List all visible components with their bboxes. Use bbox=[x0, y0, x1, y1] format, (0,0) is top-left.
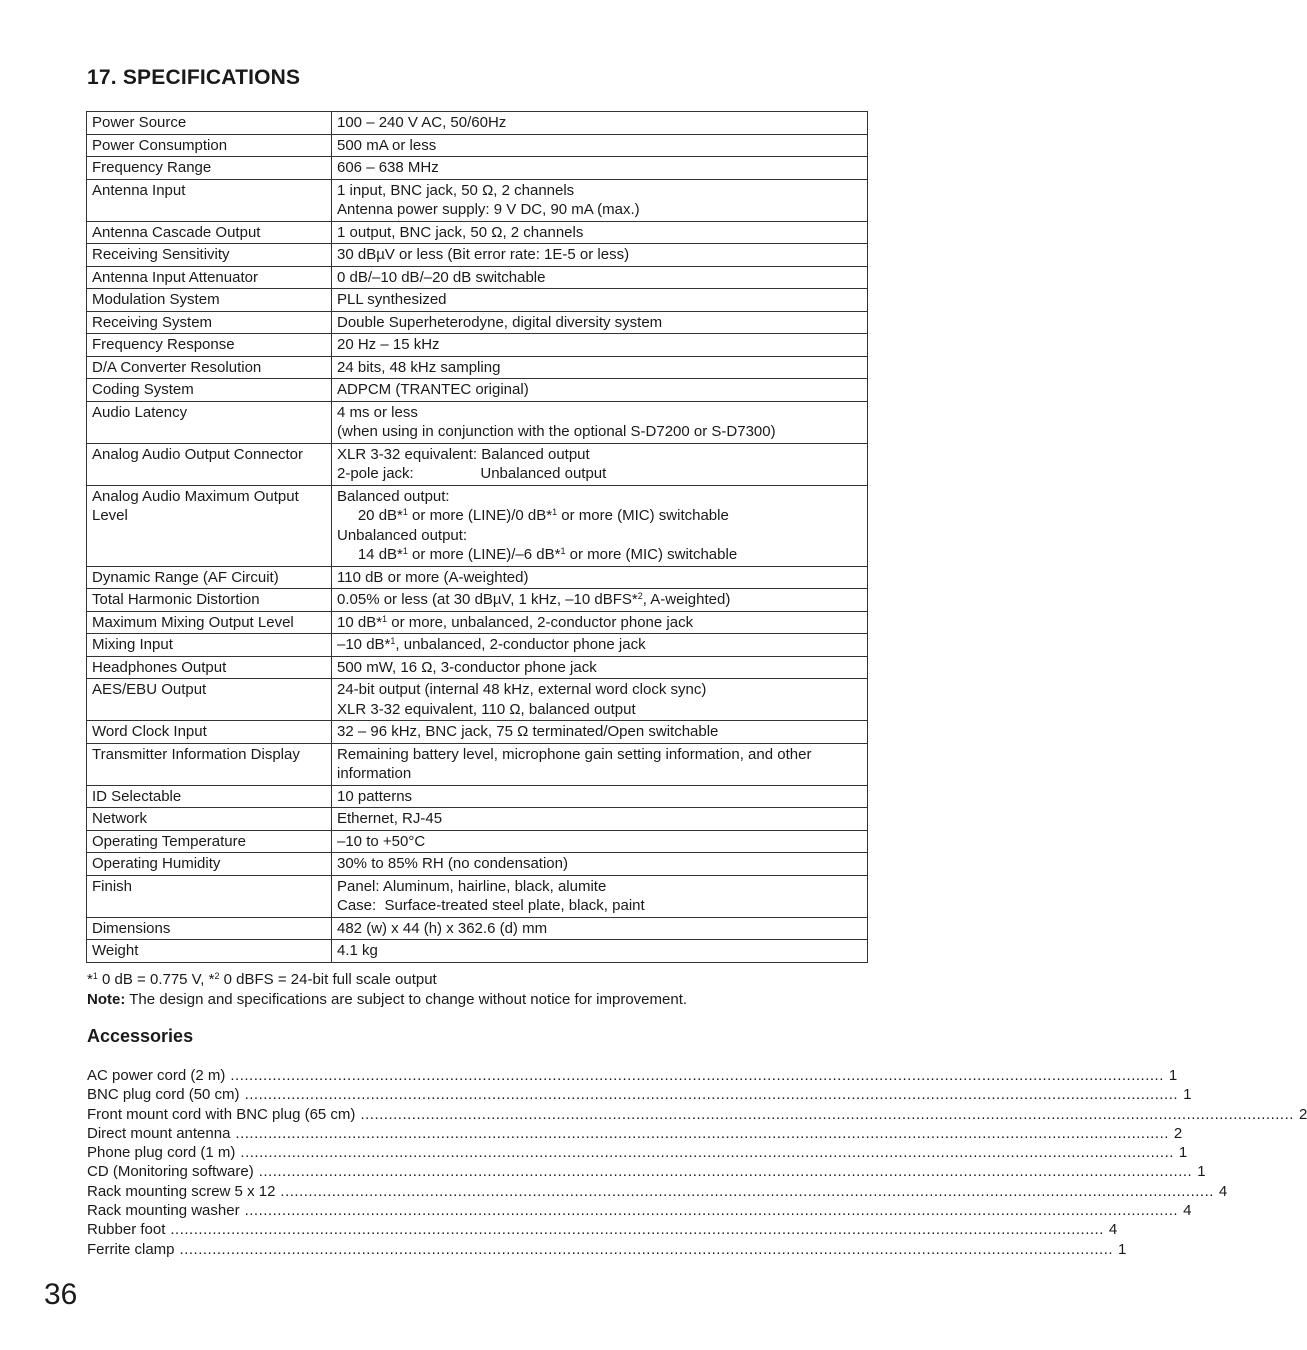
spec-value bbox=[332, 221, 868, 244]
spec-value-line: Ethernet, RJ-45 bbox=[337, 810, 443, 827]
spec-value-line: Case: Surface-treated steel plate, black, paint bbox=[337, 897, 645, 914]
spec-row bbox=[87, 721, 868, 744]
accessory-quantity: 2 bbox=[1298, 1105, 1307, 1123]
spec-value-line: 4.1 kg bbox=[337, 942, 378, 959]
spec-value bbox=[332, 830, 868, 853]
spec-value-line: 14 dB*$^1$ or more (LINE)/–6 dB*$^1$ or more (MIC) switchable bbox=[337, 546, 738, 563]
spec-value bbox=[332, 244, 868, 267]
spec-row bbox=[87, 830, 868, 853]
spec-label: Network bbox=[87, 808, 332, 831]
spec-value bbox=[332, 611, 868, 634]
spec-value-line: –10 dB*$^1$, unbalanced, 2-conductor phone jack bbox=[337, 636, 646, 653]
spec-row bbox=[87, 940, 868, 963]
spec-value bbox=[332, 656, 868, 679]
spec-label: Finish bbox=[87, 875, 332, 917]
spec-value-line: –10 to +50°C bbox=[337, 832, 426, 850]
spec-label: Operating Humidity bbox=[87, 853, 332, 876]
spec-value-line: 606 – 638 MHz bbox=[337, 159, 439, 176]
spec-label: Power Consumption bbox=[87, 134, 332, 157]
spec-row bbox=[87, 157, 868, 180]
spec-row bbox=[87, 401, 868, 443]
spec-row bbox=[87, 917, 868, 940]
spec-row bbox=[87, 266, 868, 289]
spec-value-line: Panel: Aluminum, hairline, black, alumite bbox=[337, 877, 607, 895]
spec-value-line: 100 – 240 V AC, 50/60Hz bbox=[337, 114, 507, 131]
specifications-table bbox=[86, 111, 868, 963]
spec-row bbox=[87, 808, 868, 831]
spec-label: Word Clock Input bbox=[87, 721, 332, 744]
spec-value-line: 0 dB/–10 dB/–20 dB switchable bbox=[337, 268, 546, 286]
spec-value-line: 24-bit output (internal 48 kHz, external word clock sync) bbox=[337, 681, 707, 698]
spec-row bbox=[87, 134, 868, 157]
spec-value-line: Double Superheterodyne, digital diversity system bbox=[337, 313, 663, 331]
spec-value-line: 0.05% or less (at 30 dBµV, 1 kHz, –10 dBFS*$^2$, A-weighted) bbox=[337, 591, 731, 608]
spec-value bbox=[332, 785, 868, 808]
spec-label: Transmitter Information Display bbox=[87, 743, 332, 785]
accessory-item bbox=[87, 1085, 1192, 1104]
accessory-item bbox=[87, 1162, 1206, 1181]
leader-dots: ........................................................................................................................................................................................................ bbox=[280, 1182, 1214, 1200]
spec-value bbox=[332, 721, 868, 744]
spec-label: Antenna Cascade Output bbox=[87, 221, 332, 244]
accessory-name: AC power cord (2 m) bbox=[87, 1067, 226, 1084]
spec-value bbox=[332, 266, 868, 289]
spec-label: Dynamic Range (AF Circuit) bbox=[87, 566, 332, 589]
spec-value-line: 110 dB or more (A-weighted) bbox=[337, 568, 529, 586]
spec-value-line: (when using in conjunction with the optional S-D7200 or S-D7300) bbox=[337, 423, 776, 440]
spec-value bbox=[332, 875, 868, 917]
spec-label: Mixing Input bbox=[87, 634, 332, 657]
spec-row bbox=[87, 112, 868, 135]
spec-label: Modulation System bbox=[87, 289, 332, 312]
spec-value-line: Balanced output: bbox=[337, 487, 450, 505]
spec-value-line: Antenna power supply: 9 V DC, 90 mA (max.) bbox=[337, 201, 640, 218]
spec-value-line: 500 mA or less bbox=[337, 136, 437, 154]
spec-value-line: 30 dBµV or less (Bit error rate: 1E-5 or less) bbox=[337, 246, 630, 263]
spec-value-line: 1 input, BNC jack, 50 Ω, 2 channels bbox=[337, 181, 575, 199]
note-text: The design and specifications are subject to change without notice for improvement. bbox=[125, 990, 688, 1008]
spec-value bbox=[332, 917, 868, 940]
note-line bbox=[87, 990, 687, 1010]
spec-value bbox=[332, 679, 868, 721]
leader-dots: ........................................................................................................................................................................................................ bbox=[170, 1221, 1104, 1239]
spec-row bbox=[87, 589, 868, 612]
spec-value-line: XLR 3-32 equivalent: Balanced output bbox=[337, 445, 590, 463]
spec-row bbox=[87, 875, 868, 917]
spec-row bbox=[87, 289, 868, 312]
accessories-list bbox=[87, 1066, 1307, 1259]
spec-value-line: 4 ms or less bbox=[337, 403, 418, 421]
accessory-name: Rack mounting washer bbox=[87, 1202, 240, 1220]
spec-label: Receiving System bbox=[87, 311, 332, 334]
spec-value bbox=[332, 853, 868, 876]
spec-value bbox=[332, 401, 868, 443]
specifications-table-body bbox=[87, 112, 868, 963]
accessory-quantity: 1 bbox=[1168, 1067, 1178, 1084]
spec-value bbox=[332, 443, 868, 485]
spec-row bbox=[87, 853, 868, 876]
leader-dots: ........................................................................................................................................................................................................ bbox=[230, 1067, 1164, 1084]
spec-value bbox=[332, 743, 868, 785]
spec-label: Analog Audio Output Connector bbox=[87, 443, 332, 485]
spec-value-line: 10 patterns bbox=[337, 787, 413, 805]
spec-value bbox=[332, 485, 868, 566]
accessory-quantity: 1 bbox=[1183, 1086, 1192, 1104]
accessory-item bbox=[87, 1182, 1228, 1201]
spec-value bbox=[332, 311, 868, 334]
spec-value-line: 1 output, BNC jack, 50 Ω, 2 channels bbox=[337, 223, 584, 241]
spec-label: Headphones Output bbox=[87, 656, 332, 679]
accessory-quantity: 4 bbox=[1218, 1182, 1228, 1200]
accessory-quantity: 4 bbox=[1183, 1202, 1192, 1220]
spec-value bbox=[332, 112, 868, 135]
accessory-item bbox=[87, 1143, 1188, 1162]
spec-label: Frequency Response bbox=[87, 334, 332, 357]
accessory-item bbox=[87, 1105, 1307, 1124]
spec-row bbox=[87, 485, 868, 566]
spec-label: Weight bbox=[87, 940, 332, 963]
accessory-item bbox=[87, 1124, 1183, 1143]
spec-row bbox=[87, 334, 868, 357]
spec-label: Maximum Mixing Output Level bbox=[87, 611, 332, 634]
spec-row bbox=[87, 311, 868, 334]
leader-dots: ........................................................................................................................................................................................................ bbox=[360, 1105, 1294, 1123]
spec-value-line: 20 dB*$^1$ or more (LINE)/0 dB*$^1$ or more (MIC) switchable bbox=[337, 507, 729, 524]
spec-value bbox=[332, 157, 868, 180]
accessory-name: Ferrite clamp bbox=[87, 1240, 175, 1258]
spec-value bbox=[332, 566, 868, 589]
spec-value-line: 30% to 85% RH (no condensation) bbox=[337, 855, 568, 872]
accessory-quantity: 1 bbox=[1118, 1240, 1127, 1258]
spec-value-line: PLL synthesized bbox=[337, 291, 447, 308]
spec-label: Total Harmonic Distortion bbox=[87, 589, 332, 612]
spec-label: Antenna Input Attenuator bbox=[87, 266, 332, 289]
spec-label: ID Selectable bbox=[87, 785, 332, 808]
spec-row bbox=[87, 743, 868, 785]
spec-label: Dimensions bbox=[87, 917, 332, 940]
leader-dots: ........................................................................................................................................................................................................ bbox=[244, 1086, 1179, 1104]
spec-row bbox=[87, 356, 868, 379]
accessory-quantity: 1 bbox=[1178, 1144, 1188, 1162]
spec-value-line: XLR 3-32 equivalent, 110 Ω, balanced output bbox=[337, 700, 636, 718]
spec-row bbox=[87, 785, 868, 808]
spec-value bbox=[332, 289, 868, 312]
spec-value-line: 24 bits, 48 kHz sampling bbox=[337, 358, 501, 376]
accessory-quantity: 4 bbox=[1108, 1221, 1118, 1239]
leader-dots: ........................................................................................................................................................................................................ bbox=[244, 1202, 1179, 1220]
spec-label: D/A Converter Resolution bbox=[87, 356, 332, 379]
footnote-definitions: *$^1$ 0 dB = 0.775 V, *$^2$ 0 dBFS = 24-bit full scale output bbox=[87, 971, 437, 988]
page-title: 17. SPECIFICATIONS bbox=[87, 66, 301, 89]
spec-row bbox=[87, 179, 868, 221]
accessory-name: CD (Monitoring software) bbox=[87, 1163, 254, 1181]
spec-value bbox=[332, 634, 868, 657]
spec-value-line: 482 (w) x 44 (h) x 362.6 (d) mm bbox=[337, 919, 548, 937]
accessory-name: Direct mount antenna bbox=[87, 1124, 231, 1142]
spec-label: AES/EBU Output bbox=[87, 679, 332, 721]
accessory-name: Rubber foot bbox=[87, 1221, 166, 1239]
accessory-name: Phone plug cord (1 m) bbox=[87, 1144, 236, 1162]
note-label: Note: bbox=[87, 990, 126, 1008]
spec-value-line: Remaining battery level, microphone gain setting information, and other bbox=[337, 745, 812, 763]
page-number: 36 bbox=[44, 1278, 78, 1311]
spec-label: Coding System bbox=[87, 379, 332, 402]
spec-row bbox=[87, 656, 868, 679]
accessory-quantity: 1 bbox=[1197, 1163, 1206, 1181]
accessory-name: Front mount cord with BNC plug (65 cm) bbox=[87, 1105, 356, 1123]
spec-label: Operating Temperature bbox=[87, 830, 332, 853]
spec-row bbox=[87, 611, 868, 634]
spec-value-line: Unbalanced output: bbox=[337, 526, 468, 544]
spec-value bbox=[332, 940, 868, 963]
leader-dots: ........................................................................................................................................................................................................ bbox=[258, 1163, 1193, 1181]
spec-value bbox=[332, 379, 868, 402]
spec-row bbox=[87, 679, 868, 721]
accessory-item bbox=[87, 1201, 1192, 1220]
accessory-item bbox=[87, 1240, 1127, 1259]
accessories-title: Accessories bbox=[87, 1026, 194, 1046]
spec-value bbox=[332, 589, 868, 612]
footnotes bbox=[87, 970, 687, 1009]
leader-dots: ........................................................................................................................................................................................................ bbox=[235, 1124, 1169, 1142]
accessory-name: Rack mounting screw 5 x 12 bbox=[87, 1182, 276, 1200]
spec-row bbox=[87, 634, 868, 657]
leader-dots: ........................................................................................................................................................................................................ bbox=[240, 1144, 1174, 1162]
spec-value-line: 500 mW, 16 Ω, 3-conductor phone jack bbox=[337, 658, 597, 676]
spec-label: Receiving Sensitivity bbox=[87, 244, 332, 267]
spec-row bbox=[87, 566, 868, 589]
spec-value-line: 2-pole jack: Unbalanced output bbox=[337, 465, 607, 482]
spec-value-line: 20 Hz – 15 kHz bbox=[337, 336, 440, 353]
spec-row bbox=[87, 221, 868, 244]
spec-value bbox=[332, 356, 868, 379]
spec-label: Power Source bbox=[87, 112, 332, 135]
spec-value bbox=[332, 134, 868, 157]
spec-label: Analog Audio Maximum Output Level bbox=[87, 485, 332, 566]
accessory-quantity: 2 bbox=[1173, 1124, 1183, 1142]
spec-row bbox=[87, 443, 868, 485]
spec-row bbox=[87, 244, 868, 267]
accessory-item bbox=[87, 1066, 1178, 1085]
leader-dots: ........................................................................................................................................................................................................ bbox=[179, 1240, 1114, 1258]
accessory-name: BNC plug cord (50 cm) bbox=[87, 1086, 240, 1104]
accessory-item bbox=[87, 1220, 1118, 1239]
spec-label: Antenna Input bbox=[87, 179, 332, 221]
spec-value-line: information bbox=[337, 765, 412, 782]
spec-value bbox=[332, 179, 868, 221]
spec-value-line: 10 dB*$^1$ or more, unbalanced, 2-conductor phone jack bbox=[337, 613, 694, 631]
spec-label: Frequency Range bbox=[87, 157, 332, 180]
spec-value-line: 32 – 96 kHz, BNC jack, 75 Ω terminated/Open switchable bbox=[337, 723, 719, 740]
spec-value bbox=[332, 808, 868, 831]
spec-label: Audio Latency bbox=[87, 401, 332, 443]
spec-value-line: ADPCM (TRANTEC original) bbox=[337, 381, 529, 398]
spec-value bbox=[332, 334, 868, 357]
spec-row bbox=[87, 379, 868, 402]
